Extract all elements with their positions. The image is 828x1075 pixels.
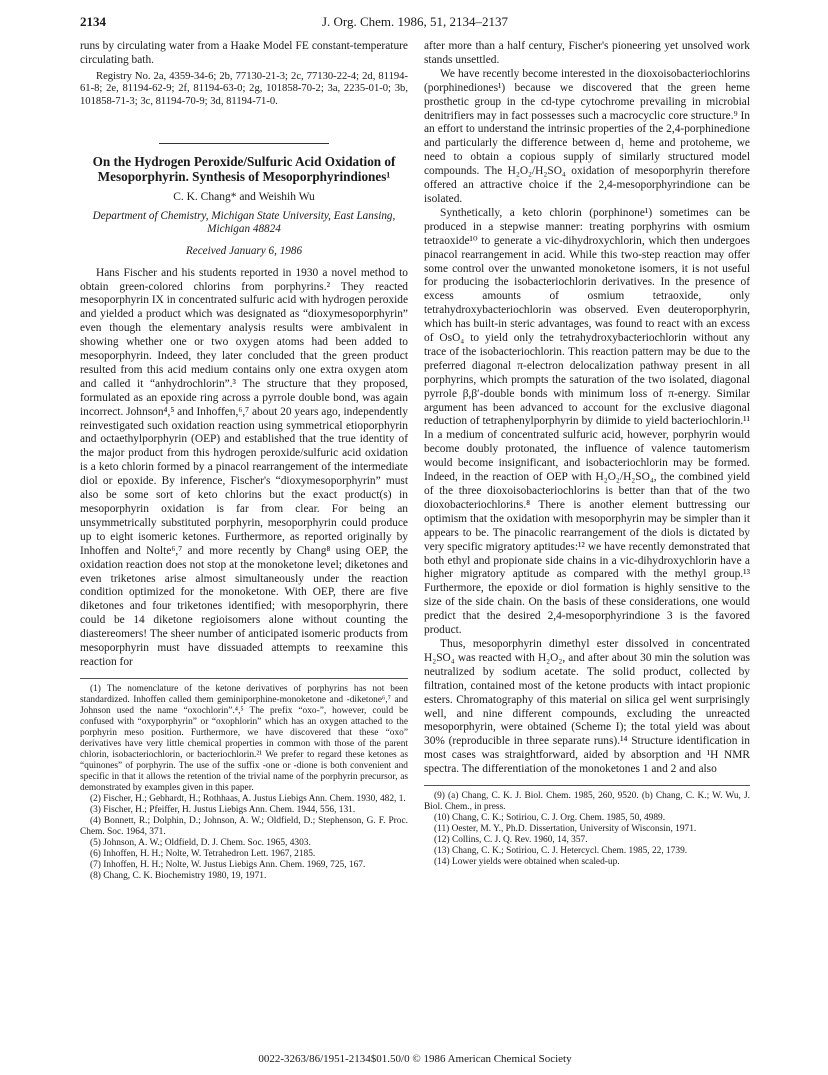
footnote: (4) Bonnett, R.; Dolphin, D.; Johnson, A. W.; Oldfield, D.; Stephenson, G. F. Proc. Chem. Soc. 1964, 371.: [80, 815, 408, 837]
running-header: [80, 14, 750, 34]
body-paragraph: after more than a half century, Fischer's pioneering yet unsolved work stands unsettled.: [424, 40, 750, 66]
footnote: (3) Fischer, H.; Pfeiffer, H. Justus Liebigs Ann. Chem. 1944, 556, 131.: [90, 804, 356, 815]
page-number: 2134: [80, 14, 106, 29]
right-column: [424, 40, 750, 868]
footnote: (9) (a) Chang, C. K. J. Biol. Chem. 1985, 260, 9520. (b) Chang, C. K.; W. Wu, J. Biol. Chem., in press.: [424, 791, 750, 813]
footnotes-right: [424, 791, 750, 868]
intro-text: runs by circulating water from a Haake Model FE constant-temperature circulating bath.: [80, 40, 408, 66]
footnote: (11) Oester, M. Y., Ph.D. Dissertation, University of Wisconsin, 1971.: [434, 824, 697, 835]
left-column: [80, 40, 408, 882]
footnote: (8) Chang, C. K. Biochemistry 1980, 19, 1971.: [90, 870, 267, 881]
footnote: (2) Fischer, H.; Gebhardt, H.; Rothhaas, A. Justus Liebigs Ann. Chem. 1930, 482, 1.: [90, 793, 406, 804]
body-paragraph: We have recently become interested in the dioxoisobacteriochlorins (porphinediones¹) because we discovered that the green heme prosthetic group in the cd-type cytochrome prevailing in microbial denitrifiers may in fact possesses such a macrocyclic core structure.⁹ In an effort to understand the intrinsic properties of the 2,4-porphinedione and particularly the difference between d₁ heme and protoheme, we need to obtain a copious supply of similarly structured model compounds. The H₂O₂/H₂SO₄ oxidation of mesoporphyrin therefore offered an attractive choice if the 2,4-mesoporphyrindione can be isolated.: [424, 67, 750, 205]
footnote: (1) The nomenclature of the ketone derivatives of porphyrins has not been standardized. Inhoffen called them geminiporphine-monoketone and -diketone⁶,⁷ and Johnson used the name “oxochlorin”.⁴,⁵ The prefix “oxo-”, however, could be confused with “oxyporphyrin” or “oxophlorin” which has an oxygen attached to the porphyrin meso position. Furthermore, we have discovered that these “oxo” derivatives have very little chemical properties in common with those of the parent chlorin, isobacteriochlorin, or bacteriochlorin.²¹ We prefer to regard these ketones as “quinones” of porphyrin. The use of the suffix -one or -dione is both convenient and specific in that it allows the retention of the trivial name of the porphyrin precursor, as demonstrated by examples given in this paper.: [80, 683, 408, 793]
footnote-divider: [80, 678, 408, 679]
footnote-divider: [424, 785, 750, 786]
article-affiliation: Department of Chemistry, Michigan State University, East Lansing, Michigan 48824: [92, 209, 396, 236]
registry-numbers: Registry No. 2a, 4359-34-6; 2b, 77130-21-3; 2c, 77130-22-4; 2d, 81194-61-8; 2e, 81194-62-9; 2f, 81194-63-0; 2g, 101858-70-2; 3a, 2235-01-0; 3b, 101858-71-3; 3c, 81194-70-9; 3d, 81194-71-0.: [80, 70, 408, 107]
footnote: (6) Inhoffen, H. H.; Nolte, W. Tetrahedron Lett. 1967, 2185.: [90, 848, 316, 859]
journal-citation: J. Org. Chem. 1986, 51, 2134–2137: [321, 14, 509, 29]
body-paragraph: Synthetically, a keto chlorin (porphinone¹) sometimes can be produced in a stepwise manner: treating porphyrins with osmium tetraoxide¹⁰ to generate a vic-dihydroxychlorin, which then undergoes pinacol rearrangement in acid. While this two-step reaction may offer some control over the unwanted monoketone isomers, it is not useful for producing the isobacteriochlorin derivatives. In the presence of excess amounts of osmium tetraoxide, only tetrahydroxybacteriochlorin was observed. Even deuteroporphyrin, which has built-in steric advantages, was found to react with an excess of OsO₄ to yield only the tetrahydroxybacteriochlorin without any trace of the isobacteriochlorin. This reaction pattern may be due to the preferred diagonal π-electron delocalization pathway present in all porphyrins, which prompts the saturation of the two isolated, diagonal pyrrole β,β′-double bonds with minimum loss of π-energy. Similar argument has been advanced to account for the exclusive diagonal reduction of tetraphenylporphyrin by diimide to yield bacteriochlorin.¹¹ In a medium of concentrated sulfuric acid, however, porphyrin would become doubly protonated, the influence of valence tautomerism would become insignificant, and isobacteriochlorin may be formed. Indeed, in the reaction of OEP with H₂O₂/H₂SO₄, the combined yield of the three dioxoisobacteriochlorins is better than that of the two dioxobacteriochlorins.⁸ There is another element buttressing our optimism that the oxidation with mesoporphyrin may be simpler than it appears to be. The pinacolic rearrangement of the diols is dictated by very specific migratory aptitudes:¹² we have recently demonstrated that both ethyl and propionate side chains in a vic-dihydroxychlorin have a higher migratory aptitude as compared with the methyl group.¹³ Furthermore, the epoxide or diol formation is highly sensitive to the size of the side chain. On the basis of these considerations, one would predict that the desired 2,4-mesoporphyrindione 3 is the favored product.: [424, 206, 750, 637]
copyright-footer: 0022-3263/86/1951-2134$01.50/0 © 1986 American Chemical Society: [258, 1053, 572, 1065]
footnote: (5) Johnson, A. W.; Oldfield, D. J. Chem. Soc. 1965, 4303.: [90, 837, 311, 848]
received-date: Received January 6, 1986: [185, 244, 303, 257]
footnote: (14) Lower yields were obtained when scaled-up.: [434, 857, 620, 868]
article-title: On the Hydrogen Peroxide/Sulfuric Acid Oxidation of Mesoporphyrin. Synthesis of Mesoporphyrindiones¹: [92, 153, 396, 185]
footnotes-left: [80, 684, 408, 882]
footnote: (7) Inhoffen, H. H.; Nolte, W. Justus Liebigs Ann. Chem. 1969, 725, 167.: [90, 859, 366, 870]
article-authors: C. K. Chang* and Weishih Wu: [173, 190, 315, 203]
title-rule: [159, 143, 329, 144]
body-paragraph: Thus, mesoporphyrin dimethyl ester dissolved in concentrated H₂SO₄ was reacted with H₂O₂, and after about 30 min the solution was neutralized by sodium acetate. The solid product, collected by filtration, contained most of the ketone products with intact propionic esters. Chromatography of this material on silica gel went surprisingly well, and nine different compounds, excluding the unreacted mesoporphyrin, were obtained (Scheme I); the total yield was about 30% (reproducible in three separate runs).¹⁴ Structure identification in most cases was straightforward, aided by absorption and ¹H NMR spectra. The differentiation of the monoketones 1 and 2 and also: [424, 637, 750, 776]
footnote: (13) Chang, C. K.; Sotiriou, C. J. Hetercycl. Chem. 1985, 22, 1739.: [434, 846, 688, 857]
footnote: (12) Collins, C. J. Q. Rev. 1960, 14, 357.: [434, 835, 588, 846]
footnote: (10) Chang, C. K.; Sotiriou, C. J. Org. Chem. 1985, 50, 4989.: [434, 813, 666, 824]
body-paragraph: Hans Fischer and his students reported in 1930 a novel method to obtain green-colored chlorins from porphyrins.² They reacted mesoporphyrin IX in concentrated sulfuric acid with hydrogen peroxide and yielded a product which was designated as “dioxymesoporphyrin” even though the elementary analysis results were ambivalent in showing whether one or two oxygen atoms had been added to mesoporphyrin. Indeed, they later concluded that the green product resulted from this acid medium contains only one extra oxygen atom and called it “anhydrochlorin”.³ The structure that they proposed, formulated as an epoxide ring across a pyrrole double bond, was again incorrect. Johnson⁴,⁵ and Inhoffen,⁶,⁷ about 20 years ago, independently reinvestigated such oxidation reaction using symmetrical etioporphyrin and octaethylporphyrin (OEP) and established that the true identity of the major product from this hydrogen peroxide/sulfuric acid oxidation is a keto chlorin formed by a pinacol rearrangement of the intermediate diol or epoxide. By inference, Fischer's “dioxymesoporphyrin” must also be some sort of keto chlorins but the exact product(s) in mesoporphyrin oxidation is far from clear. For being an unsymmetrically substituted porphyrin, mesoporphyrin could produce up to eight isomeric ketones. Furthermore, as reported originally by Inhoffen and Nolte⁶,⁷ and more recently by Chang⁸ using OEP, the oxidation reaction does not stop at the monoketone level; diketones and even triketones arise almost simultaneously under the reaction condition optimized for the monoketone. With OEP, there are five diketones and four triketones identified; with mesoporphyrin, there could be 14 diketone regioisomers alone without counting the diastereomers! The sheer number of anticipated isomeric products from mesoporphyrin must have dissuaded attempts to reexamine this reaction for: [80, 266, 408, 668]
